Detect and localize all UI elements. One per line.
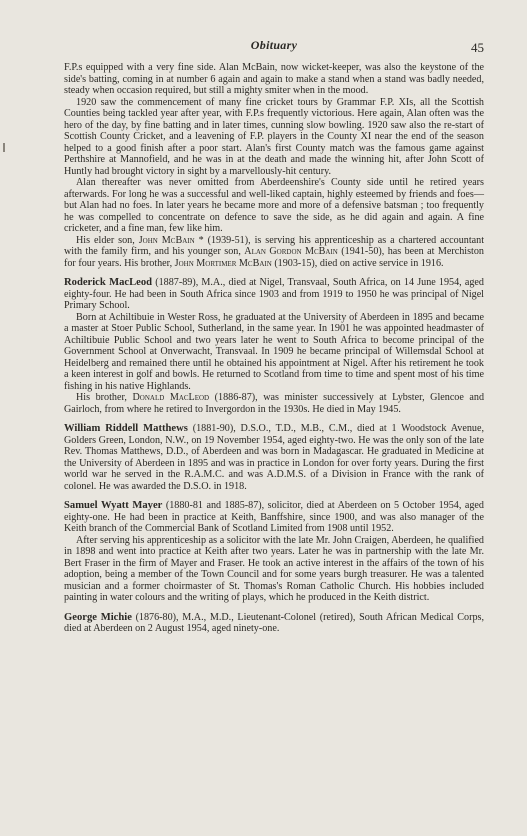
text-run: (1880-81 and 1885-87), solicitor, died at Aberdeen on 5 October 1954, aged eighty-one. He had been in practice at Keith, Banffshire, since 1900, and was also manager of the Keith branch of the Commercial Bank of Scotland Limited from 1908 until 1952.	[64, 500, 484, 534]
entry-paragraph	[64, 500, 484, 535]
entry-paragraph	[64, 392, 484, 415]
entry-paragraph: Born at Achiltibuie in Wester Ross, he graduated at the University of Aberdeen in 1895 and became a master at Stoer Public School, Sutherland, in the same year. In 1901 he was appointed headmaster of Achiltibuie Public School and two years later he went to South Africa to become principal of the Government School at Onverwacht, Transvaal. In 1909 he became principal of Willemsdal School at Heidelberg and remained there until he obtained his appointment at Nigel. After his retirement he took a keen interest in golf and bowls. He returned to Scotland from time to time and spent most of his time fishing in his native Highlands.	[64, 311, 484, 392]
text-run: His elder son,	[76, 234, 139, 246]
person-name: John Mortimer McBain	[174, 257, 272, 269]
text-run: (1886-87), was minister successively at Lybster, Glencoe and Gairloch, from where he retired to Invergordon in the 1930s. He died in May 1945.	[64, 392, 485, 415]
text-run: * (1939-51), is serving his apprenticeship as a chartered accountant with the family firm, and his younger son,	[64, 234, 485, 257]
page-number: 45	[471, 40, 484, 55]
person-name: John McBain	[138, 234, 195, 246]
obituary-entry-mayer	[64, 500, 484, 604]
entry-name: Samuel Wyatt Mayer	[64, 500, 163, 511]
person-name: Donald MacLeod	[132, 392, 210, 403]
text-run: (1876-80), M.A., M.D., Lieutenant-Colonel (retired), South African Medical Corps, died at Aberdeen on 2 August 1954, aged ninety-one.	[64, 611, 484, 634]
text-run: (1887-89), M.A., died at Nigel, Transvaal, South Africa, on 14 June 1954, aged eighty-four. He had been in South Africa since 1903 and from 1919 to 1950 he was principal of Nigel Primary School.	[64, 277, 484, 311]
entry-name: George Michie	[64, 611, 132, 623]
person-name: Alan Gordon McBain	[244, 246, 338, 257]
entry-paragraph	[64, 612, 484, 635]
mcbain-paragraph-4	[64, 235, 484, 270]
entry-paragraph	[64, 423, 484, 492]
text-run: (1903-15), died on active service in 1916.	[271, 257, 444, 269]
running-title: Obituary	[250, 38, 298, 52]
entry-name: William Riddell Matthews	[64, 423, 188, 434]
page-header	[64, 38, 484, 58]
obituary-entry-matthews	[64, 423, 484, 492]
entry-paragraph: After serving his apprenticeship as a solicitor with the late Mr. John Craigen, Aberdeen, he qualified in 1898 and went into practice at Keith after two years. Later he was in partnership with the late Mr. Bert Fraser in the firm of Mayer and Fraser. He took an active interest in the affairs of the town of his adoption, being a member of the Town Council and for some years burgh treasurer. He was a talented musician and a former choirmaster of St. Thomas's Roman Catholic Church. His hobbies included painting in water colours and the writing of plays, which he produced in the Keith district.	[64, 534, 484, 603]
text-run: (1881-90), D.S.O., T.D., M.B., C.M., died at 1 Woodstock Avenue, Golders Green, London, N.W., on 19 November 1954, aged eighty-two. He was the only son of the late Rev. Thomas Matthews, D.D., of Aberdeen and was born in Madagascar. He graduated in Medicine at the University of Aberdeen in 1895 and was in practice in London for over forty years. During the first world war he served in the R.A.M.C. and was A.D.M.S. of a Division in France with the rank of colonel. He was awarded the D.S.O. in 1918.	[64, 423, 485, 492]
text-run: (1941-50), has been at Merchiston for four years. His brother,	[64, 246, 484, 269]
obituary-text	[64, 62, 484, 635]
entry-name: Roderick MacLeod	[64, 277, 153, 288]
margin-mark	[3, 143, 5, 152]
entry-paragraph	[64, 277, 484, 312]
mcbain-paragraph-2: 1920 saw the commencement of many fine cricket tours by Grammar F.P. XIs, all the Scottish Counties being tackled year after year, with F.P.s frequently victorious. Here again, Alan often was the hero of the day, by fine batting and in later times, cunning slow bowling. 1920 saw also the re-start of Scottish County Cricket, and a leavening of F.P. players in the County XI near the end of the season helped to a good finish after a poor start. Alan's first County match was the famous game against Perthshire at Mannofield, and he was in at the death and made the winning hit, after John Scott of Huntly had brought victory in sight by a marvellously-hit century.	[64, 96, 484, 177]
mcbain-paragraph-3: Alan thereafter was never omitted from Aberdeenshire's County side until he retired years afterwards. For long he was a successful and well-liked captain, highly esteemed by friends and foes—but Alan had no foes. In later years he became more and more of a defensive batsman ; too frequently he was compelled to concentrate on defence to save the side, as he did again and again. A fine cricketer, and a fine man, few like him.	[64, 177, 484, 234]
obituary-entry-macleod	[64, 277, 484, 415]
mcbain-paragraph-1: F.P.s equipped with a very fine side. Alan McBain, now wicket-keeper, was also the keystone of the side's batting, coming in at number 6 again and again to make a stand when a stand was badly needed, steady when occasion required, but still a mighty smiter when in the mood.	[64, 62, 484, 96]
obituary-entry-michie	[64, 612, 484, 635]
text-run: His brother,	[76, 392, 133, 403]
